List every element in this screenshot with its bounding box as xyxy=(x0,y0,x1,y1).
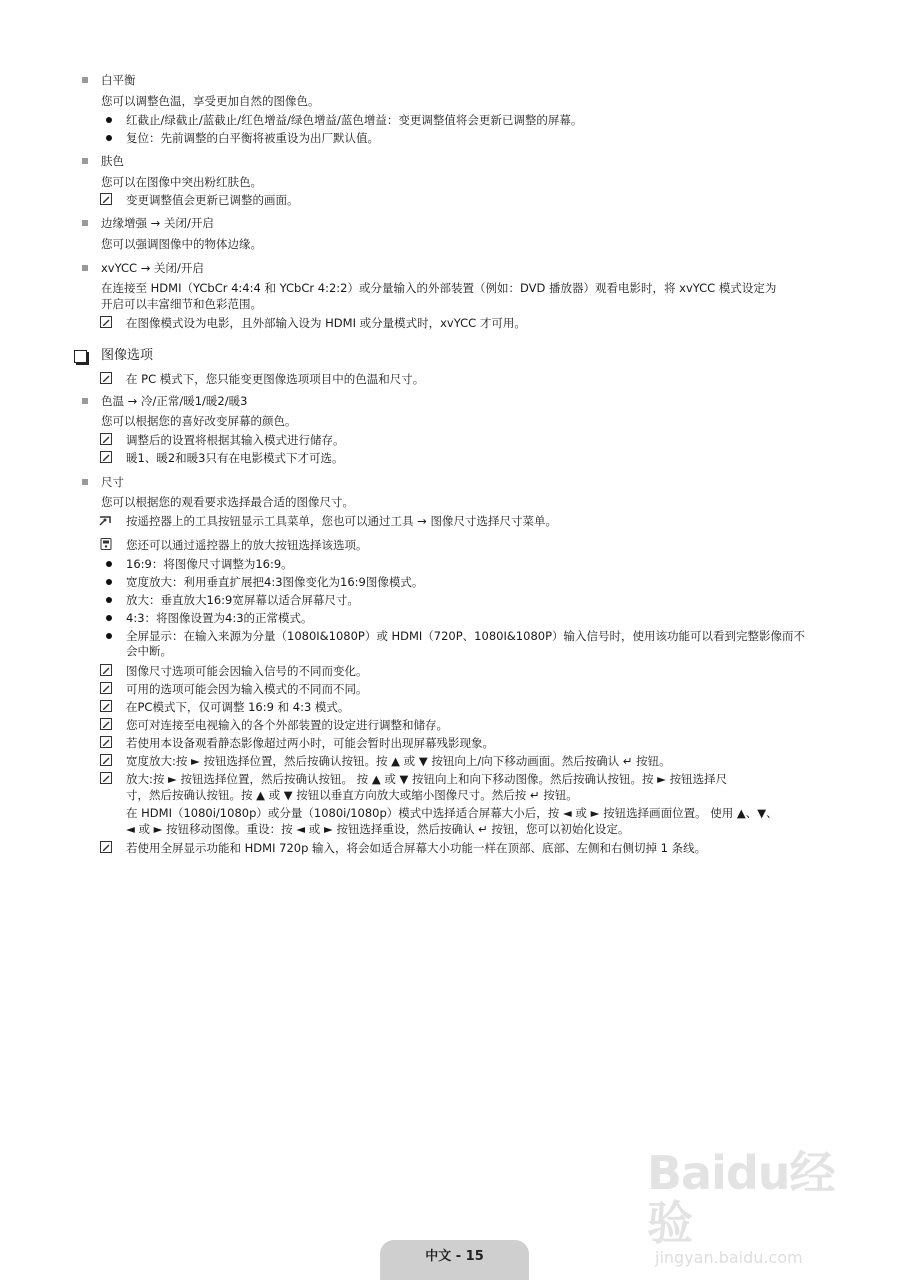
note-icon xyxy=(100,682,112,694)
note-icon xyxy=(100,433,112,445)
watermark-url: jingyan.baidu.com xyxy=(655,1248,803,1267)
note-icon xyxy=(100,372,112,384)
baidu-logo: Baidu经验 xyxy=(647,1146,835,1250)
remote-icon xyxy=(100,538,112,550)
square-bullet-icon xyxy=(82,479,88,485)
bullet-icon xyxy=(106,117,112,123)
note-icon xyxy=(100,700,112,712)
tools-icon xyxy=(99,514,113,526)
bullet-icon xyxy=(106,615,112,621)
note-icon xyxy=(100,736,112,748)
note-icon xyxy=(100,718,112,730)
note-icon xyxy=(100,451,112,463)
baidu-watermark xyxy=(647,1148,857,1267)
square-bullet-icon xyxy=(82,77,88,83)
note-icon xyxy=(100,754,112,766)
square-bullet-icon xyxy=(82,220,88,226)
square-bullet-icon xyxy=(82,398,88,404)
bullet-icon xyxy=(106,597,112,603)
note-icon xyxy=(100,316,112,328)
note-icon xyxy=(100,841,112,853)
note-icon xyxy=(100,772,112,784)
bullet-icon xyxy=(106,633,112,639)
bullet-icon xyxy=(106,579,112,585)
note-icon xyxy=(100,664,112,676)
bullet-icon xyxy=(106,135,112,141)
checkbox-square-icon xyxy=(74,350,87,363)
page-number: 中文 - 15 xyxy=(425,1249,484,1264)
square-bullet-icon xyxy=(82,265,88,271)
square-bullet-icon xyxy=(82,158,88,164)
note-icon xyxy=(100,193,112,205)
bullet-icon xyxy=(106,561,112,567)
page-number-tab xyxy=(380,1240,529,1280)
